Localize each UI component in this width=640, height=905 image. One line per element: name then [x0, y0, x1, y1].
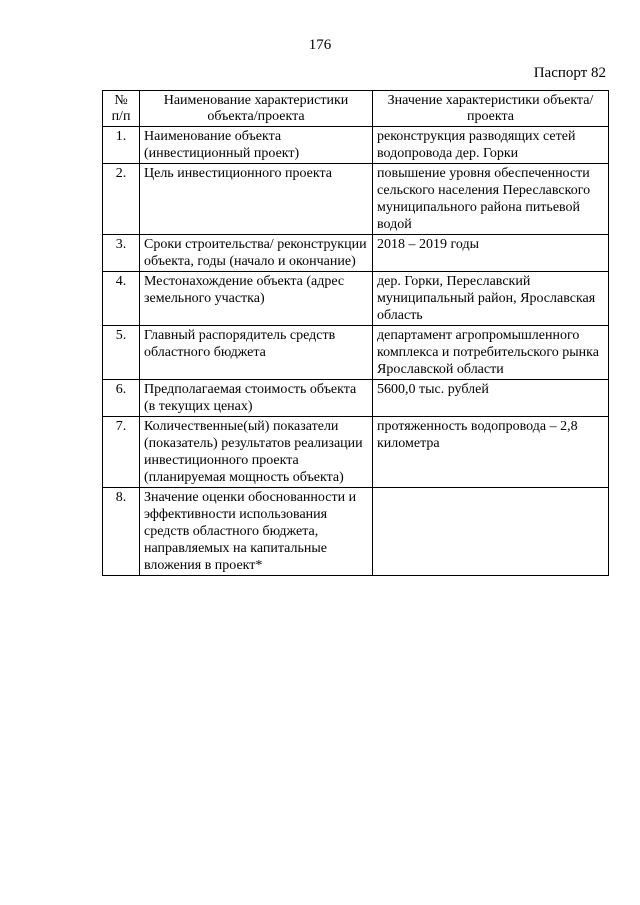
row-number: 5. [103, 326, 140, 380]
table-row [103, 164, 609, 235]
table-row [103, 235, 609, 272]
row-name: Предполагаемая стоимость объекта (в текущих ценах) [140, 380, 373, 417]
header-name: Наименование характеристики объекта/проекта [140, 91, 373, 127]
row-value: повышение уровня обеспеченности сельского населения Переславского муниципального района питьевой водой [373, 164, 609, 235]
row-value: департамент агропромышленного комплекса и потребительского рынка Ярославской области [373, 326, 609, 380]
row-value: протяженность водопровода – 2,8 километра [373, 417, 609, 488]
row-number: 1. [103, 127, 140, 164]
table-row [103, 488, 609, 576]
row-name: Значение оценки обоснованности и эффективности использования средств областного бюджета, направляемых на капитальные вложения в проект* [140, 488, 373, 576]
table-row [103, 127, 609, 164]
row-value: дер. Горки, Переславский муниципальный район, Ярославская область [373, 272, 609, 326]
row-number: 6. [103, 380, 140, 417]
row-value [373, 488, 609, 576]
table-row [103, 380, 609, 417]
row-number: 4. [103, 272, 140, 326]
table-row [103, 417, 609, 488]
row-name: Цель инвестиционного проекта [140, 164, 373, 235]
passport-table [102, 90, 609, 576]
table-header-row [103, 91, 609, 127]
header-value: Значение характеристики объекта/проекта [373, 91, 609, 127]
row-name: Сроки строительства/ реконструкции объекта, годы (начало и окончание) [140, 235, 373, 272]
row-number: 2. [103, 164, 140, 235]
row-value: 2018 – 2019 годы [373, 235, 609, 272]
row-name: Местонахождение объекта (адрес земельного участка) [140, 272, 373, 326]
passport-label: Паспорт 82 [533, 65, 606, 81]
row-number: 3. [103, 235, 140, 272]
header-num: № п/п [103, 91, 140, 127]
table-row [103, 326, 609, 380]
row-name: Наименование объекта (инвестиционный проект) [140, 127, 373, 164]
row-name: Главный распорядитель средств областного бюджета [140, 326, 373, 380]
row-name: Количественные(ый) показатели (показатель) результатов реализации инвестиционного проекта (планируемая мощность объекта) [140, 417, 373, 488]
row-value: реконструкция разводящих сетей водопровода дер. Горки [373, 127, 609, 164]
row-value: 5600,0 тыс. рублей [373, 380, 609, 417]
table-row [103, 272, 609, 326]
row-number: 7. [103, 417, 140, 488]
page-number: 176 [308, 37, 332, 53]
row-number: 8. [103, 488, 140, 576]
